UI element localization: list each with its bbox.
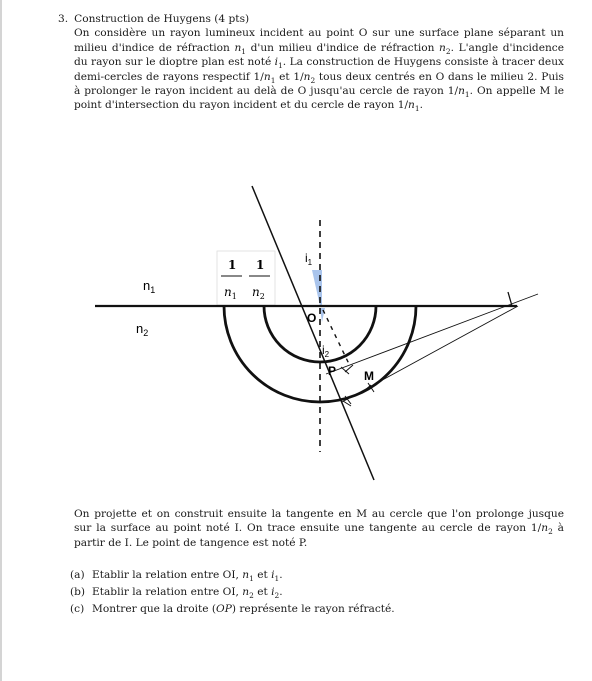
exercise-title: Construction de Huygens (4 pts) xyxy=(74,13,250,25)
label-i2: $i_2$ xyxy=(322,343,330,359)
frac1-num: 1 xyxy=(228,258,237,272)
i-tick xyxy=(508,292,512,306)
projection-paragraph: On projette et on construit ensuite la tangente en M au cercle que l'on prolonge jusque sur la surface au point noté I. On trace ensuite une tangente au cercle de rayon $1/n_2$ à partir de I. Le point de tangence est noté P. xyxy=(74,508,564,549)
frac1-den: $n_1$ xyxy=(224,285,237,301)
label-n1: $n_1$ xyxy=(143,278,156,295)
question-b-label: (b) xyxy=(70,586,86,598)
question-a-text: Etablir la relation entre OI, $n_1$ et $i_1$. xyxy=(92,569,283,584)
label-n2: $n_2$ xyxy=(136,321,149,338)
label-P: P xyxy=(328,364,337,378)
intro-paragraph: On considère un rayon lumineux incident au point O sur une surface plane séparant un milieu d'indice de réfraction $n_1$ d'un milieu d'indice de réfraction $n_2$. L'angle d'incidence du rayon sur le dioptre plan est noté $i_1$. La construction de Huygens consiste à tracer deux demi-cercles de rayons respectif $1/n_1$ et $1/n_2$ tous deux centrés en O dans le milieu 2. Puis à prolonger le rayon incident au delà de O jusqu'au cercle de rayon $1/n_1$. On appelle M le point d'intersection du rayon incident et du cercle de rayon $1/n_1$. xyxy=(74,27,564,114)
question-b-text: Etablir la relation entre OI, $n_2$ et $i_2$. xyxy=(92,586,283,601)
question-a-label: (a) xyxy=(70,569,85,581)
p-tick-1 xyxy=(341,367,349,374)
exercise-number: 3. xyxy=(58,13,69,25)
question-a xyxy=(70,567,395,584)
frac2-num: 1 xyxy=(256,258,265,272)
question-c xyxy=(70,601,395,618)
frac2-den: $n_2$ xyxy=(252,285,265,301)
question-c-label: (c) xyxy=(70,603,85,615)
questions-list xyxy=(70,567,395,618)
label-O: O xyxy=(307,311,317,325)
label-M: M xyxy=(364,369,374,383)
question-c-text: Montrer que la droite (OP) représente le rayon réfracté. xyxy=(92,603,395,615)
label-i1: $i_1$ xyxy=(305,251,313,267)
question-b xyxy=(70,584,395,601)
